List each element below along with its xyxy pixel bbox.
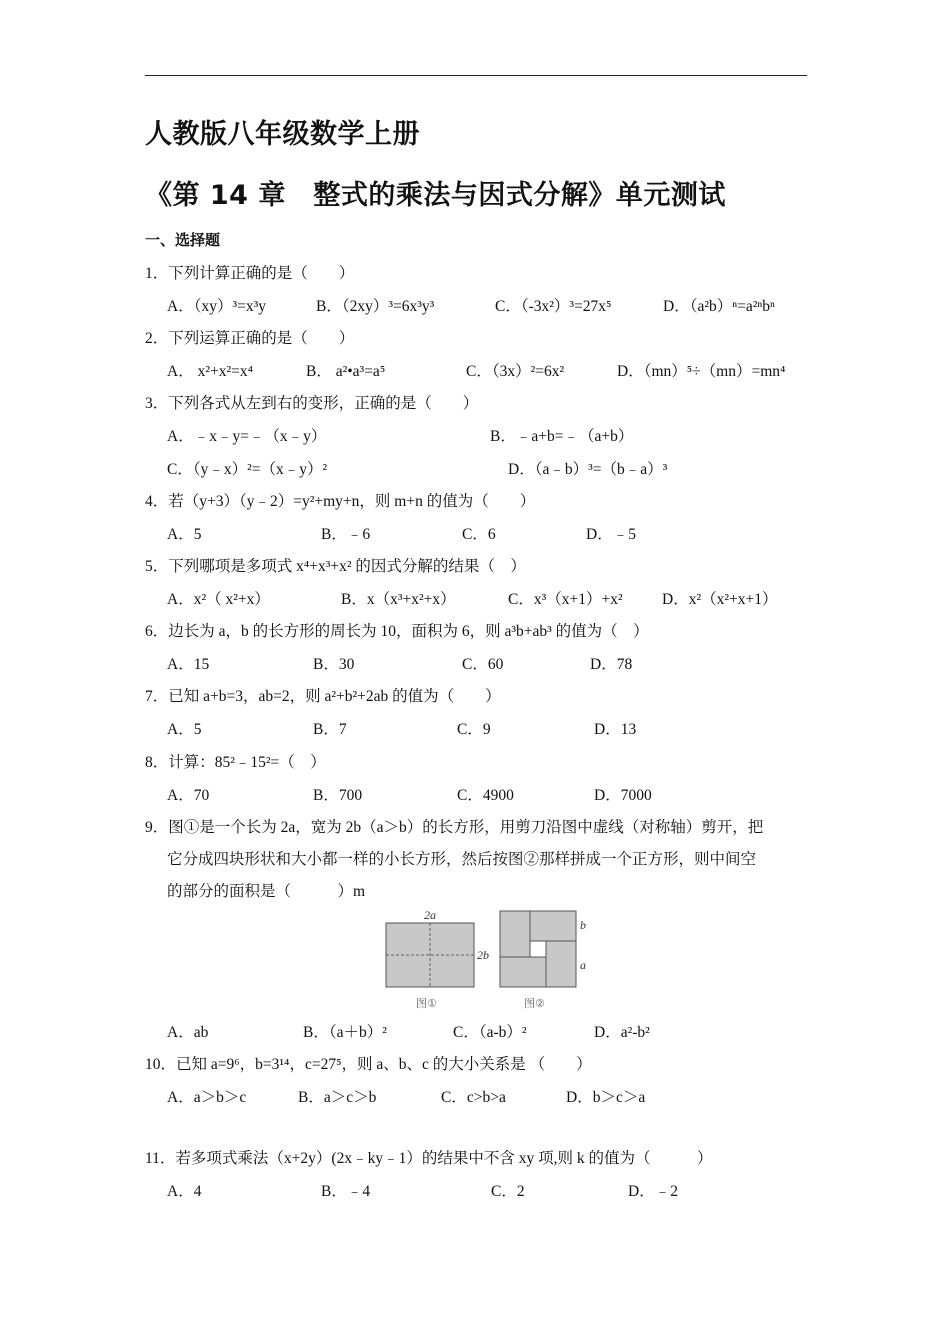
question-1-option-b: B．（2xy）³=6x³y³ [316,298,435,315]
question-11-option-b: B．﹣4 [321,1183,371,1200]
question-3-stem: 3．下列各式从左到右的变形，正确的是（ ） [145,395,479,412]
question-5-option-a: A．x²（ x²+x） [167,591,270,608]
header-rule [145,75,807,76]
question-1-stem: 1．下列计算正确的是（ ） [145,265,355,282]
question-4-option-d: D．﹣5 [586,526,636,543]
question-8-option-a: A．70 [167,787,210,804]
question-9-option-a: A．ab [167,1024,209,1041]
question-8-option-b: B．700 [313,787,363,804]
question-2-option-c: C．（3x）²=6x² [466,363,565,380]
question-5-option-d: D．x²（x²+x+1） [662,591,778,608]
question-9-option-c: C．（a-b）² [453,1024,527,1041]
question-6-stem: 6．边长为 a，b 的长方形的周长为 10，面积为 6，则 a³b+ab³ 的值为（ ） [145,623,649,640]
question-7-stem: 7．已知 a+b=3，ab=2，则 a²+b²+2ab 的值为（ ） [145,688,501,705]
question-4-option-c: C．6 [462,526,496,543]
section-heading: 一、选择题 [145,231,221,249]
question-7-option-d: D．13 [594,721,637,738]
question-5-option-b: B．x（x³+x²+x） [341,591,456,608]
question-9-stem-line2: 它分成四块形状和大小都一样的小长方形，然后按图②那样拼成一个正方形，则中间空 [167,851,757,868]
figure-2-label-a: a [580,958,586,972]
question-9-figure [380,905,590,1015]
question-7-option-a: A．5 [167,721,202,738]
question-6-option-a: A．15 [167,656,210,673]
question-2-option-d: D．（mn）⁵÷（mn）=mn⁴ [617,363,786,380]
question-10-option-b: B．a＞c＞b [298,1089,377,1106]
figure-2-square [500,911,576,987]
figure-1-label-2a: 2a [424,908,436,922]
question-8-stem: 8．计算：85²﹣15²=（ ） [145,754,326,771]
question-6-option-c: C．60 [462,656,504,673]
question-10-stem: 10．已知 a=9⁶，b=3¹⁴，c=27⁵，则 a、b、c 的大小关系是 （ ） [145,1056,592,1073]
question-4-option-b: B．﹣6 [321,526,371,543]
question-3-option-d: D．（a﹣b）³=（b﹣a）³ [508,461,668,478]
question-10-option-d: D．b＞c＞a [566,1089,646,1106]
question-2-option-b: B． a²•a³=a⁵ [306,363,386,380]
question-4-stem: 4．若（y+3）（y﹣2）=y²+my+n，则 m+n 的值为（ ） [145,493,536,510]
question-6-option-b: B．30 [313,656,355,673]
question-1-option-a: A．（xy）³=x³y [167,298,266,315]
question-3-option-c: C．（y﹣x）²=（x﹣y）² [167,461,328,478]
question-1-option-c: C．（-3x²）³=27x⁵ [495,298,612,315]
question-11-option-a: A．4 [167,1183,202,1200]
question-1-option-d: D．（a²b）ⁿ=a²ⁿbⁿ [663,298,775,315]
figure-2-label-b: b [580,918,586,932]
question-3-option-a: A．﹣x﹣y=﹣（x﹣y） [167,428,327,445]
question-11-option-c: C．2 [491,1183,525,1200]
question-9-option-b: B．（a＋b）² [303,1024,387,1041]
question-7-option-b: B．7 [313,721,347,738]
doc-title-line2: 《第 14 章 整式的乘法与因式分解》单元测试 [145,180,726,211]
figure-1-caption: 图① [416,997,437,1010]
question-5-option-c: C．x³（x+1）+x² [508,591,623,608]
question-7-option-c: C．9 [457,721,491,738]
question-11-stem: 11．若多项式乘法（x+2y）(2x﹣ky﹣1）的结果中不含 xy 项,则 k 的值为（ ） [145,1150,713,1167]
question-2-stem: 2．下列运算正确的是（ ） [145,330,355,347]
figure-1-label-2b: 2b [477,948,489,962]
doc-title-line1: 人教版八年级数学上册 [145,119,420,150]
question-5-stem: 5．下列哪项是多项式 x⁴+x³+x² 的因式分解的结果（ ） [145,558,526,575]
question-8-option-c: C．4900 [457,787,514,804]
question-4-option-a: A．5 [167,526,202,543]
question-8-option-d: D．7000 [594,787,652,804]
question-9-stem-line3: 的部分的面积是（ ）m [167,883,366,900]
question-6-option-d: D．78 [590,656,633,673]
question-10-option-a: A．a＞b＞c [167,1089,247,1106]
question-9-stem-line1: 9．图①是一个长为 2a，宽为 2b（a＞b）的长方形，用剪刀沿图中虚线（对称轴）剪开，把 [145,819,764,836]
question-2-option-a: A． x²+x²=x⁴ [167,363,253,380]
question-10-option-c: C．c>b>a [441,1089,506,1106]
figure-2-caption: 图② [524,997,545,1010]
question-3-option-b: B．﹣a+b=﹣（a+b） [490,428,634,445]
question-9-option-d: D．a²-b² [594,1024,650,1041]
question-11-option-d: D．﹣2 [628,1183,678,1200]
